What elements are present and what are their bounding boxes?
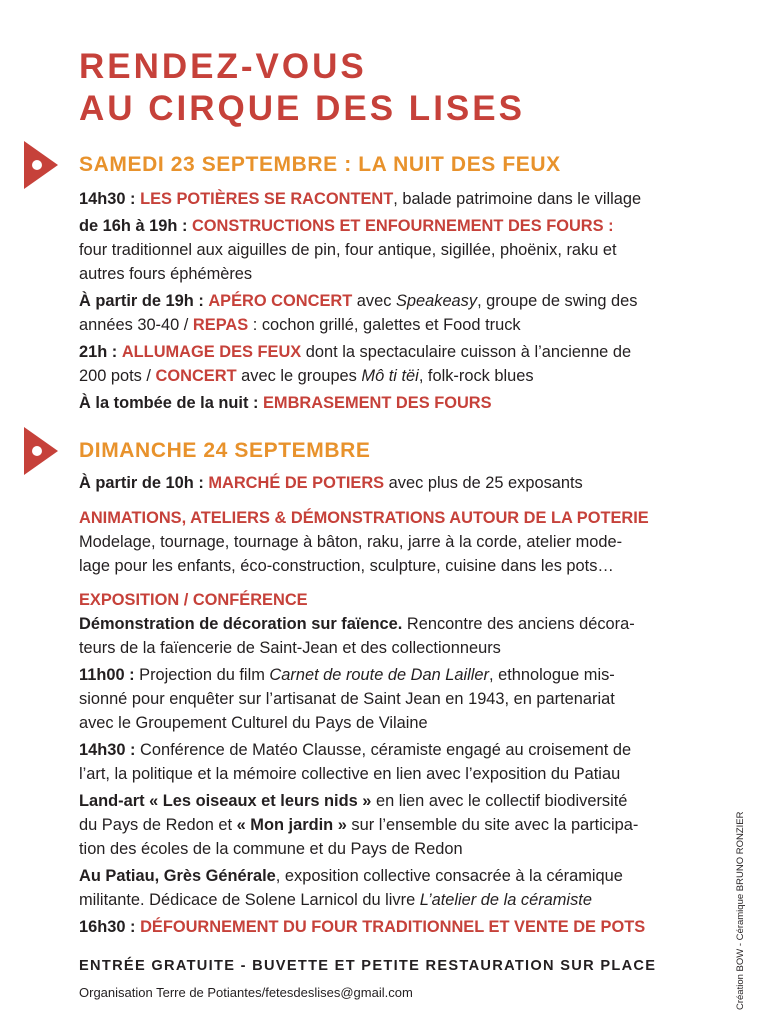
saturday-event-4 [79, 340, 709, 388]
event-text: , balade patrimoine dans le village [393, 190, 642, 208]
event-text: , folk-rock blues [418, 367, 534, 385]
event-time: 14h30 : [79, 190, 136, 208]
saturday-event-5 [79, 391, 709, 415]
sunday-heading: DIMANCHE 24 SEPTEMBRE [79, 439, 371, 462]
footer-organisation: Organisation Terre de Potiantes/fetesdeslises@gmail.com [79, 985, 413, 1000]
event-text: militante. Dédicace de Solene Larnicol du livre [79, 891, 420, 909]
film-title: Carnet de route de Dan Lailler [269, 666, 490, 684]
saturday-heading: SAMEDI 23 SEPTEMBRE : LA NUIT DES FEUX [79, 153, 561, 176]
event-title: EMBRASEMENT DES FOURS [262, 394, 492, 412]
event-text: , groupe de swing des [477, 292, 638, 310]
event-text: four traditionnel aux aiguilles de pin, four antique, sigillée, phoënix, raku et [79, 241, 617, 259]
event-title: LES POTIÈRES SE RACONTENT [140, 190, 394, 208]
event-title: CONCERT [155, 367, 237, 385]
sunday-event-6 [79, 789, 709, 861]
event-time: À la tombée de la nuit : [79, 394, 259, 412]
band-name: Mô ti tëi [361, 367, 419, 385]
band-name: Speakeasy [395, 292, 478, 310]
book-title: L’atelier de la céramiste [419, 891, 592, 909]
event-text: Rencontre des anciens décora- [402, 615, 635, 633]
event-bold: Au Patiau, Grès Générale [79, 867, 276, 885]
title-line-2: AU CIRQUE DES LISES [79, 89, 525, 128]
saturday-event-1 [79, 187, 709, 211]
event-title: DÉFOURNEMENT DU FOUR TRADITIONNEL ET VENTE DE POTS [140, 918, 646, 936]
event-bold: Démonstration de décoration sur faïence. [79, 615, 403, 633]
section-marker-icon [24, 427, 58, 475]
section-marker-icon [24, 141, 58, 189]
saturday-program [79, 187, 709, 415]
event-text: avec le Groupement Culturel du Pays de Vilaine [79, 714, 428, 732]
saturday-event-3 [79, 289, 709, 337]
event-title: MARCHÉ DE POTIERS [208, 474, 385, 492]
event-text: années 30-40 / [79, 316, 193, 334]
event-text: , exposition collective consacrée à la céramique [275, 867, 623, 885]
event-time: À partir de 10h : [79, 474, 204, 492]
title-line-1: RENDEZ-VOUS [79, 47, 367, 86]
sunday-event-7 [79, 864, 709, 912]
event-text: avec le groupes [236, 367, 362, 385]
sunday-event-4 [79, 663, 709, 735]
event-text: 200 pots / [79, 367, 156, 385]
event-time: 14h30 : [79, 741, 136, 759]
sunday-event-5 [79, 738, 709, 786]
sunday-event-1 [79, 471, 709, 495]
event-text: teurs de la faïencerie de Saint-Jean et des collectionneurs [79, 639, 501, 657]
event-time: 16h30 : [79, 918, 136, 936]
sunday-program [79, 471, 709, 939]
event-text: Projection du film [134, 666, 270, 684]
event-bold: Land-art « Les oiseaux et leurs nids » [79, 792, 372, 810]
event-time: de 16h à 19h : [79, 217, 188, 235]
event-title: ANIMATIONS, ATELIERS & DÉMONSTRATIONS AUTOUR DE LA POTERIE [79, 509, 649, 527]
event-text: dont la spectaculaire cuisson à l’ancienne de [301, 343, 632, 361]
event-text: sur l’ensemble du site avec la participa- [346, 816, 639, 834]
event-text: l’art, la politique et la mémoire collective en lien avec l’exposition du Patiau [79, 765, 621, 783]
event-text: autres fours éphémères [79, 265, 253, 283]
saturday-event-2 [79, 214, 709, 286]
event-text: Conférence de Matéo Clausse, céramiste engagé au croisement de [135, 741, 632, 759]
event-text: sionné pour enquêter sur l’artisanat de Saint Jean en 1943, en partenariat [79, 690, 615, 708]
event-title: REPAS [192, 316, 249, 334]
event-title: APÉRO CONCERT [208, 292, 353, 310]
event-text: , ethnologue mis- [489, 666, 615, 684]
event-title: ALLUMAGE DES FEUX [121, 343, 302, 361]
event-time: 11h00 : [79, 666, 135, 684]
sunday-event-2 [79, 506, 709, 578]
sunday-event-3 [79, 588, 709, 660]
event-time: À partir de 19h : [79, 292, 204, 310]
event-text: avec [352, 292, 396, 310]
event-text: en lien avec le collectif biodiversité [371, 792, 628, 810]
event-text: tion des écoles de la commune et du Pays de Redon [79, 840, 463, 858]
event-text: Modelage, tournage, tournage à bâton, raku, jarre à la corde, atelier mode- [79, 533, 623, 551]
design-credit: Création BOW - Céramique BRUNO RONZIER [735, 811, 746, 1010]
event-text: : cochon grillé, galettes et Food truck [248, 316, 521, 334]
sunday-event-8 [79, 915, 709, 939]
event-title: EXPOSITION / CONFÉRENCE [79, 591, 308, 609]
event-text: avec plus de 25 exposants [384, 474, 583, 492]
event-bold: « Mon jardin » [236, 816, 347, 834]
event-text: lage pour les enfants, éco-construction, sculpture, cuisine dans les pots… [79, 557, 614, 575]
event-title: CONSTRUCTIONS ET ENFOURNEMENT DES FOURS : [191, 217, 614, 235]
event-text: du Pays de Redon et [79, 816, 237, 834]
footer-entry-info: ENTRÉE GRATUITE - BUVETTE ET PETITE RESTAURATION SUR PLACE [79, 958, 657, 974]
event-time: 21h : [79, 343, 118, 361]
page-title [79, 46, 525, 130]
